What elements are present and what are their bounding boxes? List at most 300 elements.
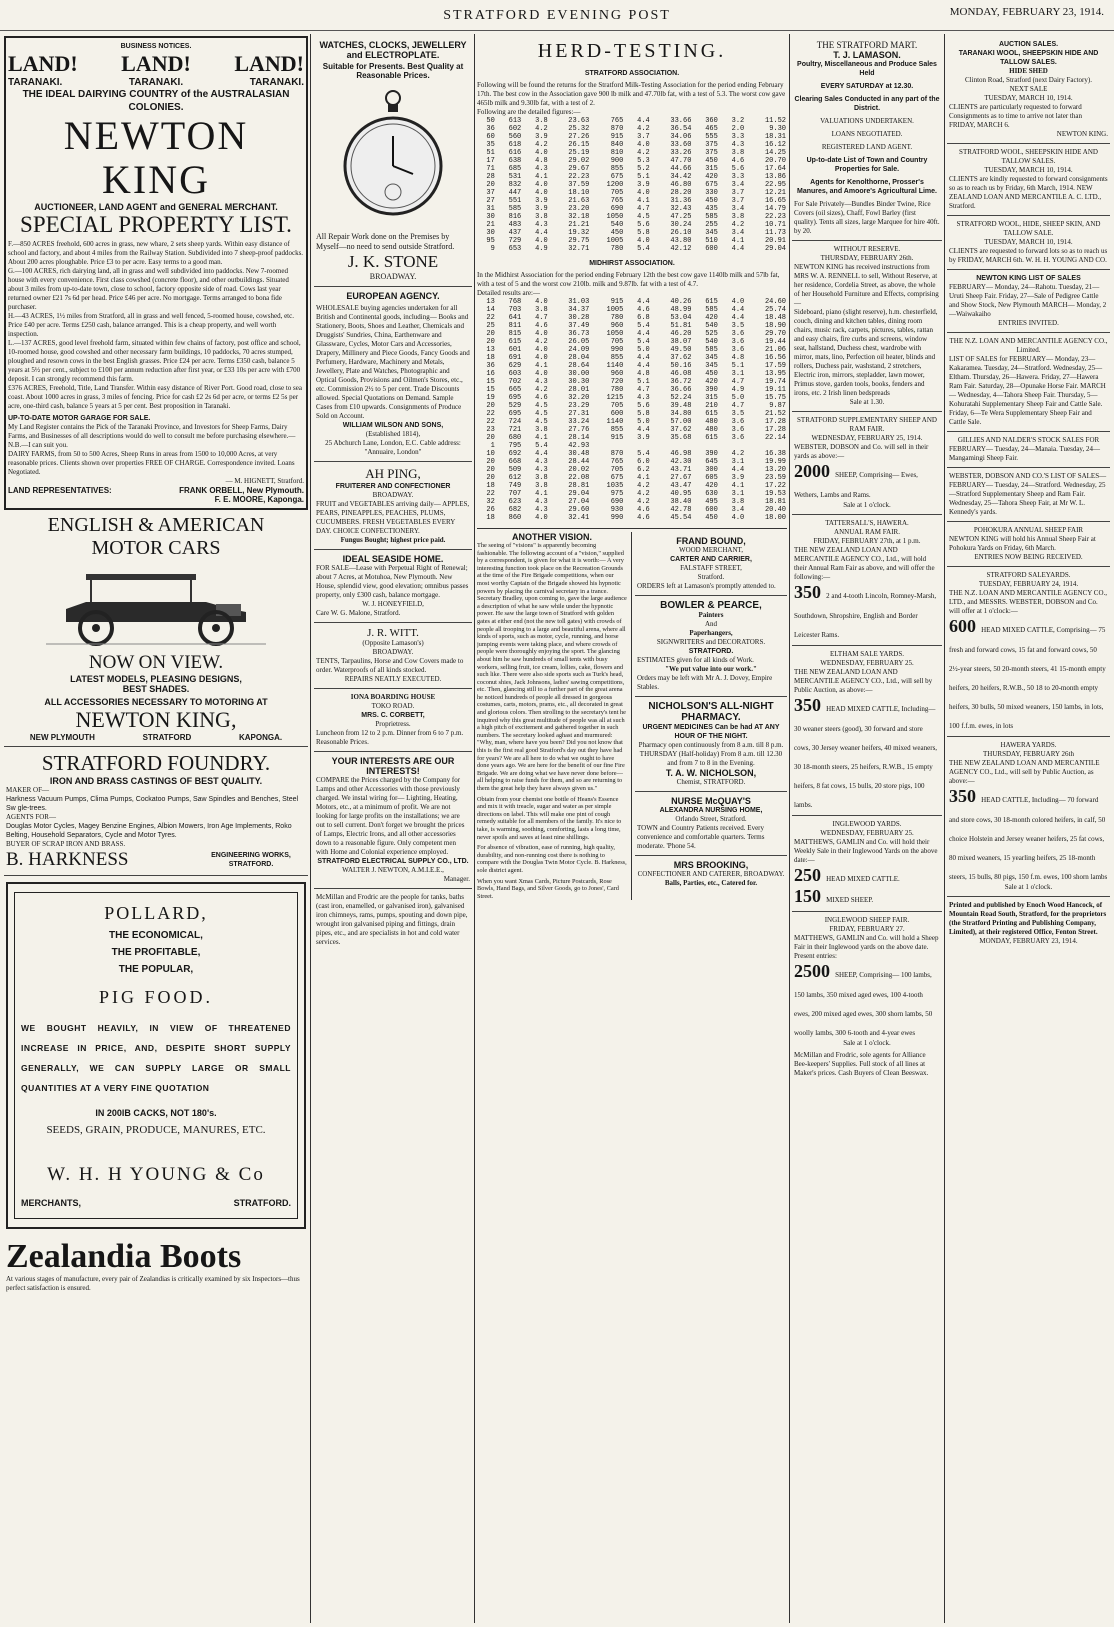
ah-ping-ad — [314, 462, 472, 550]
herd-cell: 4.6 — [637, 514, 650, 522]
herd-cell: 585 — [705, 346, 718, 354]
herd-cell: 4.5 — [535, 402, 548, 410]
agents: Agents for Kenolthorne, Prosser's Manures, and Amoore's Agricultural Lime. — [796, 179, 937, 195]
ingle-sheep: INGLEWOOD SHEEP FAIR. — [824, 916, 910, 924]
herd-cell: 5.4 — [637, 322, 650, 330]
herd-cell: 585 — [705, 213, 718, 221]
cattle-350b: 350 — [949, 786, 976, 806]
herd-cell: 3.5 — [731, 322, 745, 330]
herd-cell: 4.2 — [535, 141, 548, 149]
herd-cell: 5.1 — [637, 173, 650, 181]
herd-cell: 4.4 — [637, 426, 650, 434]
fri27b: FRIDAY, FEBRUARY 27. — [829, 925, 905, 933]
column-3-ads — [631, 532, 787, 900]
herd-cell: 210 — [705, 402, 718, 410]
herd-cell: 435 — [705, 205, 718, 213]
herd-row — [477, 141, 787, 149]
herd-row — [477, 306, 787, 314]
european-text: WHOLESALE buying agencies undertaken for all British and Continental goods, including— Books and Stationery, Boots, Shoes and Leather, Chemicals and Druggists' Sundries, China, Earthenware and Glassware, Cycles, Motor Cars and Accessories, Drapery, Millinery and Piece Goods, Fancy Goods and Perfumery, Hardware, Machinery and Metals, Jewellery, Plate and Watches, Photographic and Optical Goods, Provisions and Oilmen's Stores, etc., etc. Commission 2½ to 5 per cent. Trade Discounts allowed. Special Quotations on Demand. Sample Cases from £10 upwards. Consignments of Produce Sold on Account. — [316, 304, 470, 420]
herd-cell: 695 — [508, 410, 522, 418]
herd-cell: 855 — [610, 354, 624, 362]
herd-cell: 695 — [508, 394, 522, 402]
herd-cell: 22.23 — [568, 173, 590, 181]
nurse-ad — [635, 792, 787, 856]
herd-cell: 330 — [705, 189, 718, 197]
herd-cell: 3.5 — [731, 410, 745, 418]
herd-cell: 685 — [508, 165, 522, 173]
nzloan2: THE NEW ZEALAND LOAN AND MERCANTILE AGENCY CO., Ltd., will sell by Public Auction, as above:— — [794, 668, 933, 694]
herd-cell: 5.0 — [637, 418, 650, 426]
herd-cell: 749 — [508, 482, 522, 490]
sale1-c5: Sale at 1 o'clock. — [1004, 883, 1053, 891]
european-agency-ad — [314, 287, 472, 462]
herd-cell: 4.4 — [731, 306, 745, 314]
herd-cell: 870 — [610, 450, 624, 458]
herd-cell: 2.0 — [731, 125, 745, 133]
taranaki-word: TARANAKI. — [128, 77, 184, 88]
herd-cell: 1140 — [606, 418, 624, 426]
herd-cell: 680 — [508, 434, 522, 442]
herd-cell: 3.9 — [637, 181, 650, 189]
nk-list-head: NEWTON KING LIST OF SALES — [976, 275, 1081, 282]
strat-wool-2 — [947, 216, 1110, 270]
herd-cell: 34.42 — [670, 173, 692, 181]
herd-cell: 960 — [610, 322, 624, 330]
herd-cell: 4.1 — [637, 197, 650, 205]
property-h: H.—43 ACRES, 1½ miles from Stratford, all in grass and well fenced, 5-roomed house, cowshed, etc. Price £40 per acre. Terms £250 cash, balance arranged. This is a cheap property, and well worth inspection. — [8, 312, 294, 338]
herd-cell: 46.08 — [670, 370, 692, 378]
herd-cell: 600 — [610, 410, 624, 418]
toko: TOKO ROAD. — [371, 702, 415, 710]
herd-cell: 255 — [705, 221, 718, 229]
herd-cell: 47.70 — [670, 157, 692, 165]
herd-cell: 810 — [610, 149, 624, 157]
loans: LOANS NEGOTIATED. — [831, 130, 903, 138]
herd-cell: 22 — [486, 314, 495, 322]
merchants-line — [21, 1198, 291, 1208]
zealandia-text: At various stages of manufacture, every pair of Zealandias is critically examined by six Inspectors—thus perfect satisfaction is ensured. — [6, 1275, 300, 1292]
herd-cell: 18.00 — [764, 514, 786, 522]
herd-cell: 3.8 — [731, 213, 745, 221]
herd-cell: 665 — [508, 386, 522, 394]
herd-cell: 447 — [508, 189, 522, 197]
herd-cell: 692 — [508, 450, 522, 458]
herd-cell — [745, 442, 787, 450]
herd-cell: 4.0 — [637, 141, 650, 149]
herd-row — [477, 117, 787, 125]
herd-row — [477, 157, 787, 165]
herd-cell: 4.1 — [535, 362, 548, 370]
herd-cell: 27.04 — [568, 498, 590, 506]
interests-head: YOUR INTERESTS ARE OUR INTERESTS! — [331, 756, 455, 776]
herd-cell: 4.0 — [637, 189, 650, 197]
herd-cell: 707 — [508, 490, 522, 498]
herd-cell: 990 — [610, 346, 624, 354]
herd-cell: 390 — [705, 450, 718, 458]
pohokura-text: NEWTON KING will hold his Annual Sheep Fair at Pohokura Yards on Friday, 6th March. — [949, 535, 1096, 552]
herd-cell: 360 — [705, 117, 718, 125]
herd-cell: 1140 — [606, 362, 624, 370]
herd-cell: 22 — [486, 418, 495, 426]
herd-testing-title: HERD-TESTING. — [537, 40, 727, 62]
herd-cell: 4.1 — [637, 474, 650, 482]
herd-cell: 3.8 — [535, 213, 548, 221]
herd-row — [477, 426, 787, 434]
herd-cell: 618 — [508, 141, 522, 149]
herd-cell: 4.5 — [535, 418, 548, 426]
herd-cell: 4.2 — [637, 125, 650, 133]
herd-cell: 4.0 — [731, 514, 745, 522]
herd-cell: 705 — [610, 466, 624, 474]
mart-sub: Poultry, Miscellaneous and Produce Sales Held — [797, 61, 937, 77]
column-2 — [314, 36, 472, 1623]
intro-midhirst: In the Midhirst Association for the period ending February 12th the best cow gave 1140lb milk and 57lb fat, with a test of 5 and the worst cow 210lb. milk and 9.87lb. fat with a test of 4.7. — [477, 271, 780, 288]
herd-cell: 3.4 — [731, 506, 745, 514]
herd-cell: 4.0 — [535, 330, 548, 338]
ideal-country: THE IDEAL DAIRYING COUNTRY of the AUSTRALASIAN COLONIES. — [22, 89, 290, 113]
herd-cell: 691 — [508, 354, 522, 362]
eltham: ELTHAM SALE YARDS. — [830, 650, 904, 658]
herd-cell: 603 — [508, 370, 522, 378]
taranaki-word: TARANAKI. — [249, 77, 304, 88]
herd-cell: 480 — [705, 426, 718, 434]
ram-fair: ANNUAL RAM FAIR. — [834, 528, 900, 536]
bowler-stratford: STRATFORD. — [688, 648, 734, 655]
herd-cell: 4.0 — [535, 514, 548, 522]
herd-cell: 705 — [610, 402, 624, 410]
herd-cell: 22 — [486, 410, 495, 418]
herd-cell: 36.72 — [670, 378, 692, 386]
herd-cell: 4.5 — [637, 213, 650, 221]
herd-cell: 27.67 — [670, 474, 692, 482]
merchants: MERCHANTS, — [21, 1198, 81, 1208]
herd-cell: 555 — [705, 133, 718, 141]
special-list-title: SPECIAL PROPERTY LIST. — [20, 212, 292, 237]
herd-cell: 915 — [610, 434, 624, 442]
herd-cell: 4.4 — [731, 314, 745, 322]
property-376: £376 ACRES, Freehold, Title, Land Transfer. Within easy distance of River Port. Good road, close to sea coast. About 1000 acres in grass, 3 miles of fencing. Price for cash £2 2s 6d per acre, or terms £2 5s per acre, one-third cash, balance 5 years at 5 per cent. Best proposition in Taranaki. — [8, 384, 302, 410]
watches-sub: Suitable for Presents. Best Quality at Reasonable Prices. — [322, 62, 464, 80]
land-word: LAND! — [121, 51, 191, 76]
mart-ad — [792, 36, 942, 241]
herd-cell — [692, 442, 718, 450]
falstaff: FALSTAFF STREET, — [680, 564, 742, 572]
herd-cell: 675 — [610, 474, 624, 482]
herd-cell: 26 — [486, 506, 495, 514]
masthead-date: MONDAY, FEBRUARY 23, 1914. — [949, 6, 1104, 18]
witt: J. R. WITT. — [367, 627, 419, 639]
herd-cell: 13.86 — [764, 173, 786, 181]
herd-row — [477, 490, 787, 498]
herd-cell: 975 — [610, 490, 624, 498]
cattle-350-text: HEAD MIXED CATTLE, Including— 30 weaner steers (good), 30 forward and store cows, 30 Jersey weaner heifers, 40 mixed weaners, 30 18-month steers, 25 heifers, R.W.B., 15 empty heifers, 8 fat cows, 15 bulls, 20 store pigs, 100 lambs. — [794, 705, 938, 809]
herd-cell: 5.6 — [637, 402, 650, 410]
land-word: LAND! — [8, 51, 78, 76]
herd-cell: 1005 — [606, 306, 624, 314]
nzloan3: THE NEW ZEALAND LOAN AND MERCANTILE AGENCY CO., Ltd., will sell by Public Auction, as above:— — [949, 759, 1100, 785]
herd-cell: 42.30 — [670, 458, 692, 466]
herd-cell: 19.53 — [764, 490, 786, 498]
bowler: BOWLER & PEARCE, — [660, 600, 762, 611]
herd-cell: 19.44 — [764, 338, 786, 346]
herd-cell: 24.60 — [764, 298, 786, 306]
herd-cell: 811 — [508, 322, 522, 330]
herd-cell: 480 — [705, 418, 718, 426]
tents-text: TENTS, Tarpaulins, Horse and Cow Covers made to order. Waterproofs of all kinds stocked. — [316, 657, 464, 674]
herd-cell: 483 — [508, 221, 522, 229]
herd-cell: 638 — [508, 157, 522, 165]
herd-cell: 4.6 — [731, 157, 745, 165]
cattle-350b-text: HEAD CATTLE, Including— 70 forward and store cows, 30 18-month colored heifers, in calf, 50 choice Holstein and Jersey weaner heifers, 25 fat cows, 80 mixed weaners, 15 yearling heifers, 25 18-month steers, 15 bulls, 80 pigs, 150 f.m. ewes, 100 shorn lambs — [949, 796, 1108, 881]
herd-cell: 13.95 — [764, 370, 786, 378]
herd-cell: 4.4 — [731, 466, 745, 474]
herd-cell: 34.37 — [568, 306, 590, 314]
herd-cell: 16 — [486, 370, 495, 378]
taw: T. A. W. NICHOLSON, — [665, 768, 757, 778]
herd-cell: 1005 — [606, 237, 624, 245]
column-4 — [792, 36, 942, 1623]
herd-cell: 690 — [610, 205, 624, 213]
herd-cell: 465 — [705, 125, 718, 133]
herd-cell: 5.4 — [637, 450, 650, 458]
list-head: Up-to-date List of Town and Country Properties for Sale. — [806, 157, 928, 173]
herd-cell: 20 — [486, 434, 495, 442]
herd-cell: 23.59 — [764, 474, 786, 482]
herd-cell: 22 — [486, 490, 495, 498]
herd-cell: 768 — [508, 298, 522, 306]
herd-cell: 1 — [490, 442, 495, 450]
herd-cell: 4.2 — [535, 125, 548, 133]
herd-cell: 5.1 — [731, 362, 745, 370]
herd-cell: 560 — [508, 133, 522, 141]
herd-cell: 720 — [610, 378, 624, 386]
herd-cell: 19.99 — [764, 458, 786, 466]
herd-cell: 6.2 — [637, 466, 650, 474]
ah-ping-text: FRUIT and VEGETABLES arriving daily— APPLES, PEARS, PINEAPPLES, PEACHES, PLUMS, CUCUMBERS. FRESH VEGETABLES EVERY DAY. CHOICE CONFECTIONERY. — [316, 500, 470, 535]
herd-row — [477, 205, 787, 213]
sale1b: Sale at 1 o'clock. — [843, 1039, 891, 1047]
herd-cell: 6.0 — [637, 458, 650, 466]
herd-cell: 529 — [508, 402, 522, 410]
herd-row — [477, 442, 787, 450]
herd-cell: 860 — [508, 514, 522, 522]
herd-cell: 4.3 — [535, 378, 548, 386]
herd-cell: 3.6 — [731, 418, 745, 426]
private: For Sale Privately—Bundles Binder Twine, Rice Covers (oil sizes), Chaff, Fowl Barley (first quality). Tents all sizes, large Marquee for hire 40ft. by 20. — [794, 200, 940, 235]
ah-ping: AH PING, — [365, 466, 421, 481]
herd-cell: 4.8 — [637, 370, 650, 378]
watches-head: WATCHES, CLOCKS, JEWELLERY and ELECTROPLATE. — [319, 40, 467, 60]
pollard-ad — [6, 882, 306, 1229]
herd-cell: 27.76 — [568, 426, 590, 434]
herd-cell: 42.12 — [670, 245, 692, 253]
wed25: WEDNESDAY, FEBRUARY 25, 1914. — [811, 434, 923, 442]
herd-cell: 4.3 — [731, 141, 745, 149]
town-new-plymouth: NEW PLYMOUTH — [29, 733, 95, 742]
herd-cell: 420 — [705, 173, 718, 181]
herd-cell: 30.24 — [670, 221, 692, 229]
herd-cell: 437 — [508, 229, 522, 237]
herd-cell: 4.3 — [535, 466, 548, 474]
herd-cell: 3.9 — [535, 205, 548, 213]
without: WITHOUT RESERVE. — [833, 245, 901, 253]
taranaki-line — [8, 77, 304, 88]
vision-note: Obtain from your chemist one bottle of Heans's Essence and mix it with treacle, sugar and water as per simple directions on label. This will make one pint of cough remedy suitable for all members of the family. It's nice to take, is warming, soothing, comforting, lasts a long time, never spoils and saves at least nine shillings. — [477, 795, 622, 841]
tue10c: TUESDAY, MARCH 10, 1914. — [984, 238, 1073, 246]
herd-cell: 30.30 — [568, 378, 590, 386]
repairs: REPAIRS NEATLY EXECUTED. — [344, 675, 442, 683]
herd-row — [477, 498, 787, 506]
herd-row — [477, 466, 787, 474]
nzloan-list-head: THE N.Z. LOAN AND MERCANTILE AGENCY CO., Limited. — [949, 337, 1108, 354]
herd-cell: 18 — [486, 354, 495, 362]
imprint — [947, 897, 1110, 950]
rams-350-text: 2 and 4-tooth Lincoln, Romney-Marsh, Southdown, Shropshire, English and Border Leicester Rams. — [794, 592, 937, 639]
herd-cell: 57.00 — [670, 418, 692, 426]
herd-cell: 4.7 — [535, 314, 548, 322]
herd-cell: 5.4 — [637, 338, 650, 346]
herd-cell: 15.75 — [764, 394, 786, 402]
herd-row — [477, 514, 787, 522]
herd-cell: 5.6 — [731, 165, 745, 173]
herd-cell: 17 — [486, 157, 495, 165]
herd-cell: 1050 — [606, 213, 624, 221]
best-shades: BEST SHADES. — [122, 684, 190, 694]
fungus: Fungus Bought; highest price paid. — [340, 536, 446, 544]
proprietress: Proprietress. — [375, 720, 411, 728]
rennell-sale — [792, 241, 942, 412]
nk-list-text: FEBRUARY— Monday, 24—Rahotu. Tuesday, 21—Uruti Sheep Fair. Friday, 27—Sale of Pedigree Cattle and Show Stock, New Plymouth MARCH— Monday, 2—Waiwakaiho — [949, 283, 1107, 318]
honeyfield: W. J. HONEYFIELD, — [362, 600, 424, 608]
nzloan-list — [947, 333, 1110, 432]
herd-cell: 915 — [610, 133, 624, 141]
iona: IONA BOARDING HOUSE — [350, 693, 436, 701]
cattle-600-text: HEAD MIXED CATTLE, Comprising— 75 fresh and forward cows, 15 fat and forward cows, 50 2½-year steers, 50 20-month steers, 41 15-month empty heifers, 20 heifers, R.W.B., 50 18 to 20-month empty heifers, 30 bulls, 50 mixed weaners, 150 lambs, in lots, 100 f.f.m. ewes, in lots — [949, 626, 1106, 730]
herd-cell: 45.54 — [670, 514, 692, 522]
herd-cell: 450 — [705, 514, 718, 522]
sacks-line: IN 200lB CACKS, NOT 180's. — [95, 1108, 217, 1118]
herd-cell: 34.80 — [670, 410, 692, 418]
herd-cell: 5.0 — [731, 394, 745, 402]
herd-cell: 49.50 — [670, 346, 692, 354]
herd-cell: 345 — [705, 229, 718, 237]
seeds-line: SEEDS, GRAIN, PRODUCE, MANURES, ETC. — [46, 1124, 266, 1136]
iona-ad — [314, 689, 472, 752]
herd-row — [477, 402, 787, 410]
garage-head: UP-TO-DATE MOTOR GARAGE FOR SALE. — [8, 415, 151, 422]
herd-cell: 375 — [705, 141, 718, 149]
herd-cell: 34.06 — [670, 133, 692, 141]
herd-cell: 3.7 — [731, 189, 745, 197]
herd-cell: 14 — [486, 306, 495, 314]
herd-cell: 4.2 — [731, 221, 745, 229]
herd-cell: 20 — [486, 338, 495, 346]
eltham-sale — [792, 646, 942, 816]
herd-cell: 32.18 — [568, 213, 590, 221]
herd-cell: 5.6 — [637, 221, 650, 229]
herd-cell: 19.32 — [568, 229, 590, 237]
herd-cell: 22.95 — [764, 181, 786, 189]
bowler-pearce-ad — [635, 596, 787, 697]
herd-cell: 3.7 — [731, 197, 745, 205]
supp-fair — [792, 412, 942, 515]
pocket-watch-icon — [343, 86, 443, 226]
frand-sub: WOOD MERCHANT, — [678, 546, 744, 554]
herd-cell: 20 — [486, 402, 495, 410]
clearing: Clearing Sales Conducted in any part of the District. — [794, 96, 940, 112]
imprint-text: Printed and published by Enoch Wood Hancock, of Mountain Road South, Stratford, for the proprietors (the Stratford Printing and Publishing Company, Limited), at their registered Office, Fenton Street. — [949, 901, 1107, 936]
herd-cell: 4.2 — [731, 450, 745, 458]
herd-cell: 4.1 — [535, 434, 548, 442]
auction-head: AUCTION SALES. — [998, 41, 1059, 48]
nicholson-head: NICHOLSON'S ALL-NIGHT PHARMACY. — [648, 701, 774, 723]
ingle: INGLEWOOD YARDS. — [832, 820, 902, 828]
stratford-foundry-ad — [4, 747, 308, 876]
herd-cell: 23.20 — [568, 205, 590, 213]
orders2: Orders may be left with Mr A. J. Dovey, Empire Stables. — [637, 674, 773, 691]
herd-cell: 4.8 — [535, 157, 548, 165]
wed25c: WEDNESDAY, FEBRUARY 25. — [820, 829, 914, 837]
matthews: MATTHEWS, GAMLIN and Co. will hold their Weekly Sale in their Inglewood Yards on the above date:— — [794, 838, 938, 864]
property-g: G.—100 ACRES, rich dairying land, all in grass and well subdivided into paddocks. New 7-roomed house with every convenience. First class cowshed (concrete floor), and other outbuildings. Situated about 3 miles from up-to-date town, close to school, factory opposite side of road. Cows last year returned owner £21 7s 6d per head. Price £46 per acre. No mortgage. Terms arranged to bona fide purchaser. — [8, 267, 289, 311]
herd-cell: 16.38 — [764, 450, 786, 458]
herd-cell: 28.64 — [568, 362, 590, 370]
herd-cell: 21.63 — [568, 197, 590, 205]
pollard-text: WE BOUGHT HEAVILY, IN VIEW OF THREATENED INCREASE IN PRICE, AND, DESPITE SHORT SUPPLY GENERALLY, WE CAN SUPPLY LARGE OR SMALL QUANTITIES AT A VERY FINE QUOTATION — [21, 1023, 291, 1093]
herd-cell: 615 — [508, 338, 522, 346]
wool-sales — [947, 36, 1110, 144]
pohokura — [947, 522, 1110, 567]
herd-row — [477, 434, 787, 442]
herd-cell: 3.6 — [731, 346, 745, 354]
herd-cell: 4.4 — [637, 362, 650, 370]
herd-cell: 600 — [705, 245, 718, 253]
absence-text: For absence of vibration, ease of running, high quality, durability, and non-running cost there is nothing to compare with the Douglas Twin Motor Cycle. B. Harkness, sole district agent. — [477, 844, 627, 874]
herd-cell: 870 — [610, 125, 624, 133]
pollard-title: POLLARD, — [104, 903, 208, 923]
herd-cell: 345 — [705, 354, 718, 362]
harkness-line — [6, 849, 306, 871]
herd-cell: 3.8 — [535, 482, 548, 490]
foundry-maker: MAKER OF— — [6, 786, 49, 794]
herd-cell: 601 — [508, 346, 522, 354]
zealandia-ad — [4, 1235, 308, 1297]
herd-cell: 42.78 — [670, 506, 692, 514]
herd-cell — [624, 442, 650, 450]
herd-cell: 29.04 — [764, 245, 786, 253]
business-notices: BUSINESS NOTICES. — [120, 43, 192, 50]
herd-cell: 3.7 — [637, 133, 650, 141]
foundry-buyer: BUYER OF SCRAP IRON AND BRASS. — [6, 840, 126, 848]
herd-row — [477, 125, 787, 133]
foundry-sub: IRON AND BRASS CASTINGS OF BEST QUALITY. — [49, 776, 263, 786]
herd-cell: 43.47 — [670, 482, 692, 490]
herd-cell: 37.59 — [568, 181, 590, 189]
pollard-line: THE PROFITABLE, — [111, 947, 201, 958]
herd-cell: 450 — [610, 229, 624, 237]
herd-cell: 3.9 — [731, 474, 745, 482]
herd-cell: 510 — [705, 237, 718, 245]
herd-row — [477, 149, 787, 157]
herd-cell: 33.60 — [670, 141, 692, 149]
herd-cell: 18.90 — [764, 322, 786, 330]
herd-cell: 22.23 — [764, 213, 786, 221]
herd-cell: 420 — [705, 378, 718, 386]
thu26: THURSDAY, FEBRUARY 26th — [983, 750, 1074, 758]
harkness: B. HARKNESS — [6, 849, 129, 870]
rep-moore: F. E. MOORE, Kaponga. — [214, 495, 304, 504]
seaside-head: IDEAL SEASIDE HOME. — [342, 554, 444, 564]
